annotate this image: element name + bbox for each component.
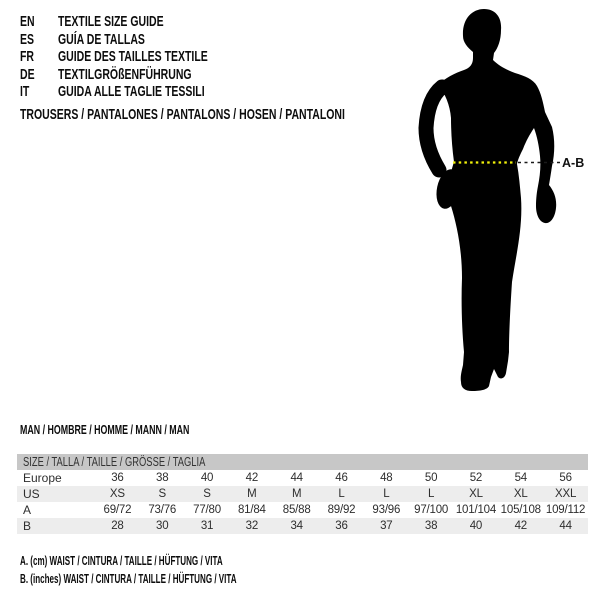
cell: 77/80 — [193, 504, 221, 516]
table-row-europe — [17, 470, 588, 486]
cell: 31 — [200, 520, 214, 532]
cell: 37 — [380, 520, 393, 532]
lang-row-de — [20, 66, 272, 84]
man-silhouette-figure — [405, 0, 600, 400]
table-row-b-inches — [17, 518, 588, 534]
cell: 42 — [514, 520, 527, 532]
cell: 73/76 — [148, 504, 177, 516]
cell: XL — [469, 488, 483, 500]
cell: M — [291, 488, 302, 500]
cell: 28 — [111, 520, 124, 532]
garment-title: TROUSERS / PANTALONES / PANTALONS / HOSEN / PANTALONI — [20, 106, 345, 123]
cell: 89/92 — [327, 504, 356, 516]
lang-row-fr — [20, 48, 272, 66]
row-label: US — [23, 487, 40, 501]
cell: 46 — [335, 472, 348, 484]
footnote-a: A. (cm) WAIST / CINTURA / TAILLE / HÜFTUNG / VITA — [20, 553, 223, 568]
cell: 38 — [156, 472, 169, 484]
cell: 69/72 — [103, 504, 132, 516]
lang-label: TEXTILGRÖßENFÜHRUNG — [58, 65, 192, 83]
cell: L — [338, 488, 345, 500]
cell: 36 — [335, 520, 348, 532]
cell: 93/96 — [372, 504, 401, 516]
cell: 109/112 — [545, 504, 586, 516]
measure-label: A-B — [562, 156, 585, 170]
table-row-us — [17, 486, 588, 502]
cell: 85/88 — [282, 504, 311, 516]
cell: 105/108 — [500, 504, 541, 516]
cell: M — [247, 488, 257, 500]
lang-code: ES — [20, 30, 35, 48]
row-label: B — [23, 519, 32, 533]
size-table-header: SIZE / TALLA / TAILLE / GRÖSSE / TAGLIA — [17, 454, 588, 470]
cell: 101/104 — [455, 504, 497, 516]
cell: 44 — [559, 520, 572, 532]
footnote-b: B. (inches) WAIST / CINTURA / TAILLE / HÜFTUNG / VITA — [20, 571, 237, 587]
silhouette-left-arm — [426, 87, 442, 170]
lang-code: EN — [20, 13, 35, 30]
cell: 38 — [424, 520, 438, 532]
cell: 40 — [200, 472, 214, 484]
measurement-footnotes — [20, 552, 369, 588]
lang-row-it — [20, 83, 272, 101]
lang-label: GUÍA DE TALLAS — [58, 30, 145, 48]
lang-row-en — [20, 13, 272, 31]
cell: 44 — [290, 472, 303, 484]
lang-label: GUIDE DES TAILLES TEXTILE — [58, 48, 208, 66]
row-label: Europe — [23, 471, 62, 485]
cell: L — [383, 488, 390, 500]
cell: 40 — [469, 520, 483, 532]
cell: 32 — [245, 520, 259, 532]
cell: 52 — [469, 472, 483, 484]
cell: S — [203, 488, 211, 500]
cell: 42 — [245, 472, 259, 484]
cell: 30 — [156, 520, 169, 532]
cell: S — [158, 488, 166, 500]
cell: 97/100 — [414, 504, 449, 516]
lang-row-es — [20, 31, 272, 49]
lang-label: GUIDA ALLE TAGLIE TESSILI — [58, 83, 205, 101]
cell: 54 — [514, 472, 527, 484]
man-silhouette-svg — [405, 0, 600, 400]
cell: 50 — [424, 472, 438, 484]
cell: 34 — [290, 520, 303, 532]
table-row-a-cm — [17, 502, 588, 518]
language-legend — [20, 13, 272, 101]
cell: 36 — [111, 472, 124, 484]
lang-label: TEXTILE SIZE GUIDE — [58, 13, 164, 30]
lang-code: DE — [20, 65, 35, 83]
cell: 48 — [380, 472, 393, 484]
lang-code: FR — [20, 48, 34, 66]
row-label: A — [23, 503, 32, 517]
silhouette-body — [438, 9, 556, 391]
cell: XXL — [555, 488, 577, 500]
size-table — [17, 454, 588, 534]
section-title: MAN / HOMBRE / HOMME / MANN / MAN — [20, 422, 190, 437]
cell: 81/84 — [237, 504, 266, 516]
cell: XL — [513, 488, 528, 500]
cell: L — [428, 488, 435, 500]
cell: XS — [109, 488, 125, 500]
cell: 56 — [559, 472, 572, 484]
lang-code: IT — [20, 83, 30, 101]
